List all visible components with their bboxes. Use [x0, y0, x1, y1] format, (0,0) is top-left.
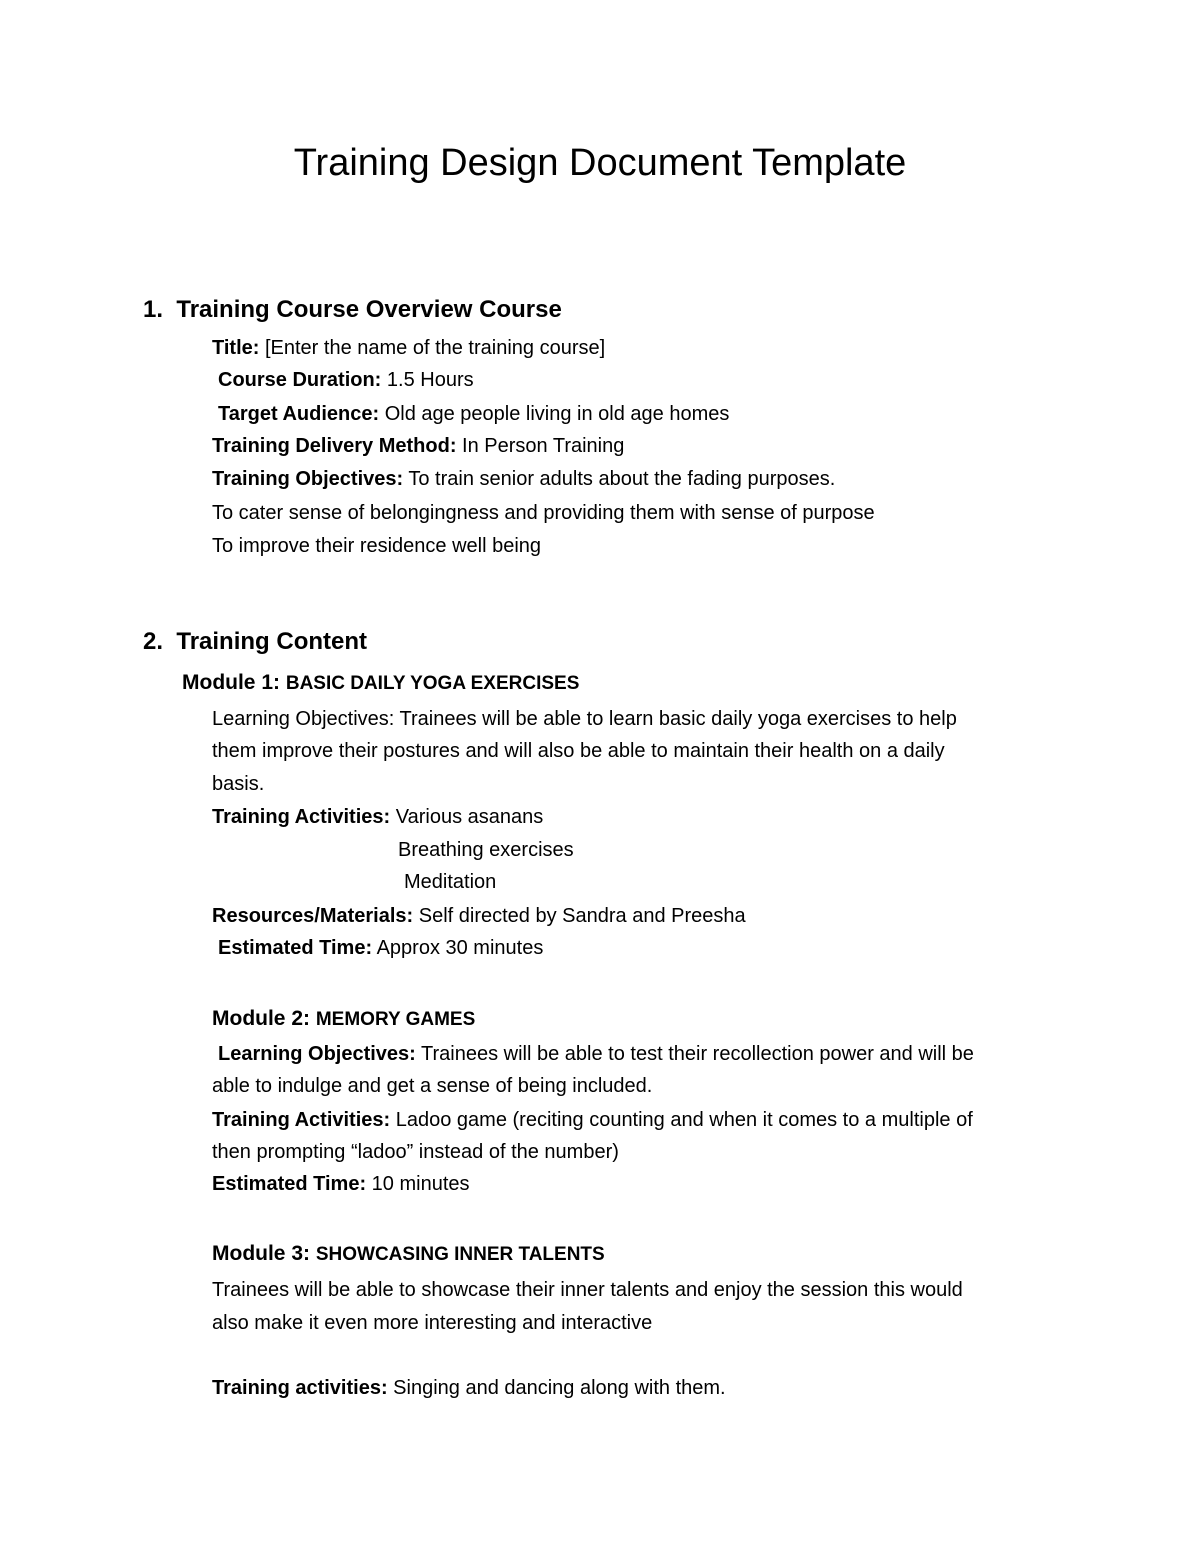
course-title-label: Title: — [212, 337, 260, 359]
training-objectives-value: To train senior adults about the fading purposes. — [403, 468, 836, 490]
module-3-prefix: Module 3: — [212, 1242, 316, 1265]
objectives-line-2: To cater sense of belongingness and providing them with sense of purpose — [212, 502, 875, 524]
module-2-objectives-value: Trainees will be able to test their recollection power and will be — [415, 1043, 974, 1065]
module-3-desc-line-1: Trainees will be able to showcase their inner talents and enjoy the session this would — [212, 1279, 963, 1301]
section-2-heading — [143, 628, 367, 656]
module-2-objectives-label: Learning Objectives: — [218, 1043, 416, 1065]
module-1-prefix: Module 1: — [182, 671, 286, 694]
module-1-heading — [182, 670, 579, 697]
target-audience-label: Target Audience: — [218, 403, 380, 425]
section-2-number: 2. — [143, 628, 164, 655]
section-1-title: Training Course Overview Course — [176, 296, 562, 323]
module-2-activities-line — [212, 1108, 973, 1132]
module-1-objectives-line-1: Learning Objectives: Trainees will be able to learn basic daily yoga exercises to help — [212, 708, 957, 730]
objectives-line-3: To improve their residence well being — [212, 535, 542, 557]
module-1-time-value: Approx 30 minutes — [372, 937, 544, 959]
module-1-time-line — [218, 936, 543, 960]
target-audience-value: Old age people living in old age homes — [379, 403, 730, 425]
training-objectives-label: Training Objectives: — [212, 468, 404, 490]
section-2-title: Training Content — [176, 628, 368, 655]
module-3-heading — [212, 1241, 605, 1268]
module-1-time-label: Estimated Time: — [218, 937, 373, 959]
module-3-activities-label: Training activities: — [212, 1377, 388, 1399]
module-2-objectives-line-2: able to indulge and get a sense of being included. — [212, 1075, 653, 1097]
module-1-objectives-line-2: them improve their postures and will also be able to maintain their health on a daily — [212, 740, 945, 762]
module-2-time-value: 10 minutes — [366, 1173, 470, 1195]
module-1-resources-line — [212, 904, 746, 928]
module-3-desc-line-2: also make it even more interesting and interactive — [212, 1312, 653, 1334]
module-2-name: MEMORY GAMES — [315, 1009, 476, 1030]
module-1-objectives-line-3: basis. — [212, 773, 265, 795]
module-1-activities-line — [212, 805, 543, 829]
training-objectives-line — [212, 467, 835, 491]
module-1-name: BASIC DAILY YOGA EXERCISES — [285, 673, 580, 694]
module-2-heading — [212, 1006, 475, 1033]
delivery-method-value: In Person Training — [456, 435, 625, 457]
course-duration-value: 1.5 Hours — [381, 369, 474, 391]
module-1-resources-value: Self directed by Sandra and Preesha — [413, 905, 746, 927]
module-3-name: SHOWCASING INNER TALENTS — [315, 1244, 605, 1265]
delivery-method-label: Training Delivery Method: — [212, 435, 457, 457]
module-2-prefix: Module 2: — [212, 1007, 316, 1030]
module-2-objectives-line — [218, 1042, 974, 1066]
course-title-line — [212, 336, 605, 360]
module-2-time-label: Estimated Time: — [212, 1173, 367, 1195]
delivery-method-line — [212, 434, 624, 458]
module-1-activities-value: Various asanans — [390, 806, 544, 828]
course-title-value: [Enter the name of the training course] — [259, 337, 606, 359]
module-3-activities-line — [212, 1376, 726, 1400]
module-2-activities-line-2: then prompting “ladoo” instead of the number) — [212, 1141, 619, 1163]
course-duration-label: Course Duration: — [218, 369, 382, 391]
module-1-activity-3: Meditation — [404, 871, 497, 893]
module-2-activities-value: Ladoo game (reciting counting and when it comes to a multiple of — [390, 1109, 973, 1131]
target-audience-line — [218, 402, 729, 426]
course-duration-line — [218, 368, 474, 392]
module-3-activities-value: Singing and dancing along with them. — [387, 1377, 726, 1399]
module-1-activity-2: Breathing exercises — [398, 839, 574, 861]
module-1-resources-label: Resources/Materials: — [212, 905, 414, 927]
section-1-number: 1. — [143, 296, 164, 323]
module-2-time-line — [212, 1172, 470, 1196]
module-1-activities-label: Training Activities: — [212, 806, 391, 828]
module-2-activities-label: Training Activities: — [212, 1109, 391, 1131]
section-1-heading — [143, 296, 562, 324]
document-title: Training Design Document Template — [293, 142, 907, 184]
